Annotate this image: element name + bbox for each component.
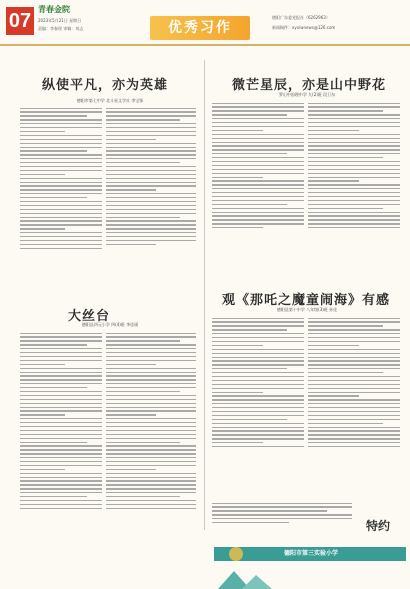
article-byline: 德阳市第七中学 北斗星文学社 李宝锋 <box>76 98 144 103</box>
page-header <box>0 0 410 44</box>
email-line: 新闻稿件：xyxiwnews@126.com <box>272 25 336 30</box>
article-body <box>106 330 196 580</box>
issue-date: 2023年5月21日 星期日 <box>38 18 82 23</box>
article-body <box>106 105 196 300</box>
article-title: 纵使平凡，亦为英雄 <box>42 78 169 93</box>
article-title: 观《那吒之魔童闹海》有感 <box>222 293 391 308</box>
article-byline: 德阳县第十中学 八年级(3)班 孙佳 <box>276 307 338 312</box>
publication-logo: 青春金院 <box>38 5 70 14</box>
article-body <box>20 105 102 300</box>
column-divider <box>204 60 205 530</box>
header-rule <box>0 44 410 46</box>
article-body <box>308 315 400 495</box>
article-title: 微芒星辰，亦是山中野花 <box>232 78 387 93</box>
article-body <box>212 100 304 275</box>
special-label: 特约 <box>366 519 391 533</box>
decoration-icon <box>214 547 274 589</box>
page-number: 07 <box>6 7 34 35</box>
section-banner: 优秀习作 <box>150 16 250 40</box>
article-body <box>308 100 400 275</box>
article-byline: 德阳县四元小学 四(4)班 李佳瑛 <box>81 322 139 327</box>
article-title: 大丝台 <box>68 309 111 324</box>
article-body <box>212 500 352 540</box>
article-body <box>20 330 102 580</box>
article-body <box>212 315 304 495</box>
editors-line: 责编：李春瑶 审稿：刘志 <box>38 26 84 31</box>
school-strip: 德阳市第三实验小学 <box>214 547 406 561</box>
paper-name: 德阳广东委党报社（6262963） <box>272 15 330 20</box>
article-byline: 罗山中国理中学 九(2)班 段卫东 <box>278 92 336 97</box>
